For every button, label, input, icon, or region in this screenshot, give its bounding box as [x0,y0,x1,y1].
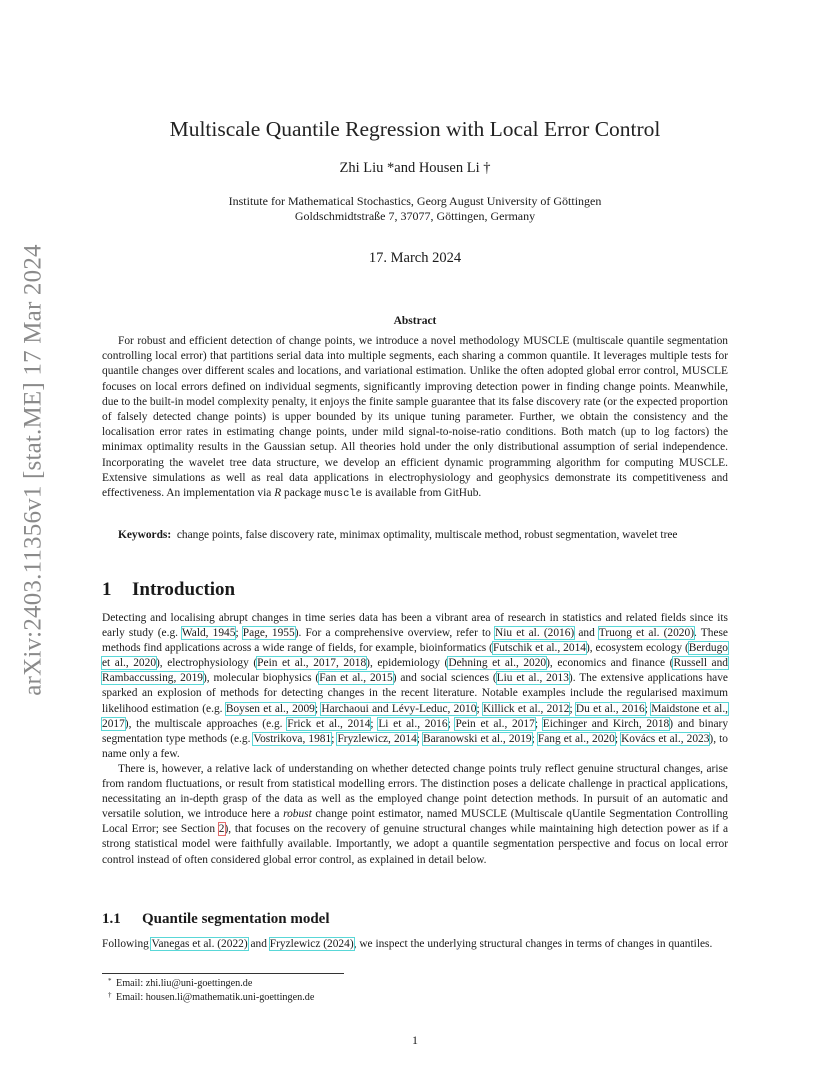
citation-link[interactable]: Kovács et al., 2023 [621,732,710,745]
citation-link[interactable]: Eichinger and Kirch, 2018 [542,717,670,730]
citation-link[interactable]: Li et al., 2016 [378,717,448,730]
citation-link[interactable]: Wald, 1945 [181,627,236,640]
affiliation-line: Institute for Mathematical Stochastics, Georg August University of Göttingen [228,194,602,208]
citation-link[interactable]: Pein et al., 2017, 2018 [257,657,367,670]
section-title: Introduction [132,579,236,600]
abstract-text [102,334,728,502]
abstract-segment: ) that partitions serial data into multiple segments, each sharing a common quantile. It leverages multiple tests for quantile changes over different scales and locations, and variational estimation. Unlike the often adopted global error control, MUSCLE focuses on local errors defined on individual segments, significantly improving detection power in finding change points. Meanwhile, due to the built-in model complexity penalty, it enjoys the finite sample guarantee that its false discovery rate (or the expected proportion of falsely detected change points) is upper bounded by its unique tuning parameter. Further, we obtain the consistency and the localisation error rates in estimating change points, under mild signal-to-noise-ratio conditions. Both match (up to log factors) the minimax optimality results in the Gaussian setup. All theories hold under the only distributional assumption of serial independence. Incorporating the wavelet tree data structure, we develop an efficient dynamic programming algorithm for computing MUSCLE. Extensive simulations as well as real data applications in electrophysiology and geophysics demonstrate its competitiveness and effectiveness. An implementation via [102,350,729,500]
package-name: muscle [324,488,362,501]
arxiv-stamp [13,244,55,696]
subsection-title: Quantile segmentation model [142,911,330,927]
abstract-heading: Abstract [393,315,437,327]
abstract-segment: is available from GitHub. [361,487,482,500]
footnote: * Email: zhi.liu@uni-goettingen.de [108,977,253,989]
footnote-rule [102,973,344,974]
section-heading [102,579,235,601]
subsection-number: 1.1 [102,911,121,927]
authors: Zhi Liu *and Housen Li † [339,160,491,176]
footnote-text: Email: housen.li@mathematik.uni-goettingen.de [116,992,315,1003]
citation-link[interactable]: Maidstone et al., 2017 [102,702,729,730]
citation-link[interactable]: Killick et al., 2012 [482,702,570,715]
intro-paragraph-2: There is, however, a relative lack of understanding on whether detected change points truly reflect genuine structural changes, arise from random fluctuations, or result from statistical modelling errors. The distinction poses a delicate challenge in practical applications, necessitating an in-depth grasp of the data as well as the employed change point detection methods. In pursuit of an automatic and versatile solution, we introduce here a robust change point estimator, named MUSCLE (Multiscale qUantile Segmentation Controlling Local Error; see Section 2), that focuses on the recovery of genuine structural changes while maintaining high detection power as if a strong statistical model were faithfully available. Importantly, we adopt a quantile segmentation perspective and focus on local error control instead of often considered global error control, as explained in detail below. [102,762,728,866]
citation-link[interactable]: Page, 1955 [242,627,295,640]
affiliation-line: Goldschmidtstraße 7, 37077, Göttingen, Germany [294,209,536,223]
abstract-r: R [274,487,282,500]
keywords-label: Keywords: [118,529,172,541]
abstract-segment: For robust and efficient detection of change points, we introduce a novel methodology MUSCLE ( [118,335,577,347]
citation-link[interactable]: Truong et al. (2020) [598,627,694,640]
abstract-segment: package [281,487,325,500]
affiliation [102,194,728,224]
citation-link[interactable]: Fan et al., 2015 [319,672,393,685]
citation-link[interactable]: Pein et al., 2017 [455,717,535,730]
keywords [102,528,728,543]
citation-link[interactable]: Niu et al. (2016) [495,627,575,640]
footnote-text: Email: zhi.liu@uni-goettingen.de [116,978,253,989]
citation-link[interactable]: Boysen et al., 2009 [225,702,315,715]
citation-link[interactable]: Frick et al., 2014 [287,717,371,730]
citation-link[interactable]: Fryzlewicz, 2014 [337,732,417,745]
citation-link[interactable]: Fryzlewicz (2024) [269,938,354,950]
abstract-acronym-expansion: multiscale quantile segmentation controlling local error [102,335,728,363]
emphasis: robust [283,808,312,821]
paper-title: Multiscale Quantile Regression with Local Error Control [169,117,661,141]
subsection-paragraph: Following Vanegas et al. (2022) and Fryzlewicz (2024), we inspect the underlying structural changes in terms of changes in quantiles. [102,938,713,950]
citation-link[interactable]: Baranowski et al., 2019 [423,732,532,745]
arxiv-id: arXiv:2403.11356v1 [stat.ME] 17 Mar 2024 [20,244,47,696]
citation-link[interactable]: Russell and Rambaccussing, 2019 [102,657,728,685]
keywords-text: change points, false discovery rate, minimax optimality, multiscale method, robust segmentation, wavelet tree [176,529,678,541]
section-number: 1 [102,579,112,600]
citation-link[interactable]: Dehning et al., 2020 [448,657,547,670]
citation-link[interactable]: Vostrikova, 1981 [253,732,332,745]
citation-link[interactable]: Harchaoui and Lévy-Leduc, 2010 [321,702,477,715]
citation-link[interactable]: Futschik et al., 2014 [492,642,586,655]
section-reference-link[interactable]: 2 [218,823,225,836]
intro-paragraph-1: Detecting and localising abrupt changes in time series data has been a vibrant area of research in statistics and related fields since its early study (e.g. Wald, 1945; Page, 1955). For a comprehensive overview, refer to Niu et al. (2016) and Truong et al. (2020). These methods find applications across a wide range of fields, for example, bioinformatics (Futschik et al., 2014), ecosystem ecology (Berdugo et al., 2020), electrophysiology (Pein et al., 2017, 2018), epidemiology (Dehning et al., 2020), economics and finance (Russell and Rambaccussing, 2019), molecular biophysics (Fan et al., 2015) and social sciences (Liu et al., 2013). The extensive applications have sparked an explosion of methods for detecting changes in the recent literature. Notable examples include the regularised maximum likelihood estimation (e.g. Boysen et al., 2009; Harchaoui and Lévy-Leduc, 2010; Killick et al., 2012; Du et al., 2016; Maidstone et al., 2017), the multiscale approaches (e.g. Frick et al., 2014; Li et al., 2016; Pein et al., 2017; Eichinger and Kirch, 2018) and binary segmentation type methods (e.g. Vostrikova, 1981; Fryzlewicz, 2014; Baranowski et al., 2019; Fang et al., 2020; Kovács et al., 2023), to name only a few. [102,612,729,760]
citation-link[interactable]: Du et al., 2016 [575,702,645,715]
citation-link[interactable]: Vanegas et al. (2022) [151,938,248,950]
citation-link[interactable]: Fang et al., 2020 [537,732,615,745]
citation-link[interactable]: Berdugo et al., 2020 [102,642,728,670]
subsection-heading [102,911,330,928]
paper-date: 17. March 2024 [368,250,462,266]
footnotes [102,977,314,1005]
citation-link[interactable]: Liu et al., 2013 [496,672,569,685]
footnote: † Email: housen.li@mathematik.uni-goettingen.de [108,991,315,1003]
page-number: 1 [412,1033,418,1047]
intro-body [102,611,728,868]
